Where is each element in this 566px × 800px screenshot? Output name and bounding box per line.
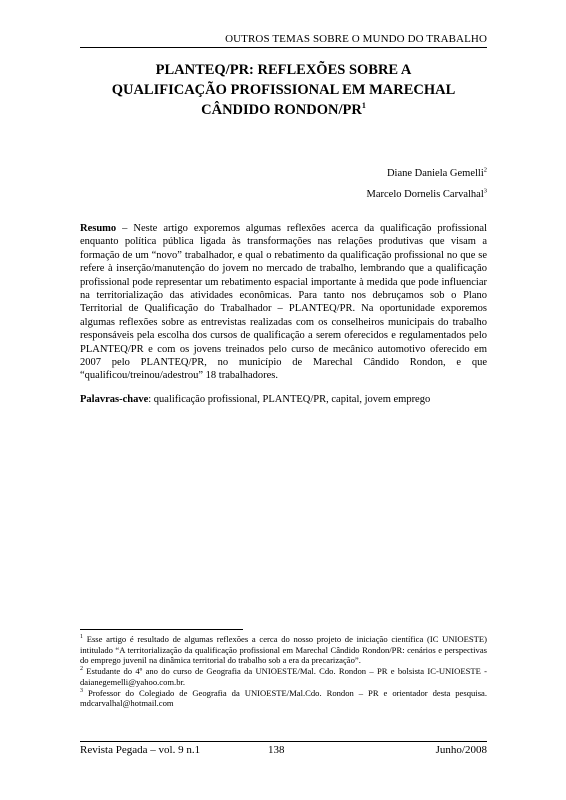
- title-line-1: PLANTEQ/PR: REFLEXÕES SOBRE A: [155, 62, 412, 78]
- footnote-1-mark: 1: [80, 634, 83, 641]
- footnotes: [80, 634, 487, 709]
- author-1: [367, 163, 487, 184]
- running-header: OUTROS TEMAS SOBRE O MUNDO DO TRABALHO: [225, 33, 487, 45]
- author-2: [367, 184, 487, 205]
- footnote-3-text: Professor do Colegiado de Geografia da UNIOESTE/Mal.Cdo. Rondon – PR e orientador desta pesquisa. mdcarvalhal@hotmail.com: [80, 687, 487, 709]
- footnote-2-text: Estudante do 4º ano do curso de Geografia da UNIOESTE/Mal. Cdo. Rondon – PR e bolsista IC-UNIOESTE - daianegemelli@yahoo.com.br.: [80, 666, 487, 687]
- abstract-text: – Neste artigo exporemos algumas reflexões acerca da qualificação profissional enquanto política pública ligada às transformações nas relações produtivas que visam a formação de um “novo” trabalhador, e qual o rebatimento da qualificação profissional no que se refere à inserção/manutenção do jovem no mercado de trabalho, lembrando que a qualificação profissional pode representar um rebatimento espacial importante à medida que pode influenciar na territorialização das atividades econômicas. Para tanto nos debruçamos sob o Plano Territorial de Qualificação do Trabalhador – PLANTEQ/PR. Na oportunidade exporemos algumas reflexões sobre as entrevistas realizadas com os conselheiros municipais do trabalho responsáveis pela escolha dos cursos de qualificação a serem oferecidos e regulamentados pelo PLANTEQ/PR e com os jovens treinados pelo curso de mecânico automotivo oferecido em 2007 pelo PLANTEQ/PR, no município de Marechal Cândido Rondon, e que “qualificou/treinou/adestrou” 18 trabalhadores.: [80, 223, 487, 382]
- footnote-2: [80, 666, 487, 687]
- footer-date: Junho/2008: [435, 744, 487, 756]
- author-2-mark: 3: [483, 187, 487, 195]
- title-line-3-text: CÂNDIDO RONDON/PR: [201, 102, 362, 118]
- abstract-label: Resumo: [80, 223, 117, 234]
- footnote-1-text: Esse artigo é resultado de algumas reflexões a cerca do nosso projeto de iniciação científica (IC UNIOESTE) intitulado “A territorialização da qualificação profissional em Marechal Cândido Rondon/PR: cenários e perspectivas do emprego juvenil na dinâmica territorial do trabalho sob a era da precarização”.: [80, 634, 487, 666]
- header-rule: [80, 47, 487, 48]
- keywords-text: : qualificação profissional, PLANTEQ/PR, capital, jovem emprego: [148, 394, 431, 405]
- footnote-2-mark: 2: [80, 666, 83, 673]
- footer-journal: Revista Pegada – vol. 9 n.1: [80, 744, 201, 756]
- author-1-name: Diane Daniela Gemelli: [386, 168, 484, 179]
- footer-page-number: 138: [268, 744, 285, 756]
- author-2-name: Marcelo Dornelis Carvalhal: [366, 189, 484, 200]
- footnote-1: [80, 634, 487, 666]
- footnote-3: [80, 688, 487, 709]
- footer-rule: [80, 741, 487, 742]
- title-footnote-mark: 1: [361, 101, 366, 111]
- author-list: [367, 163, 487, 205]
- keywords: [80, 393, 487, 406]
- footnote-3-mark: 3: [80, 687, 83, 694]
- abstract: [80, 222, 487, 383]
- title-line-2: QUALIFICAÇÃO PROFISSIONAL EM MARECHAL: [111, 82, 456, 98]
- keywords-label: Palavras-chave: [80, 394, 149, 405]
- footnote-rule: [80, 629, 243, 630]
- article-title: [80, 60, 487, 120]
- title-line-3: [80, 100, 487, 120]
- author-1-mark: 2: [483, 166, 487, 174]
